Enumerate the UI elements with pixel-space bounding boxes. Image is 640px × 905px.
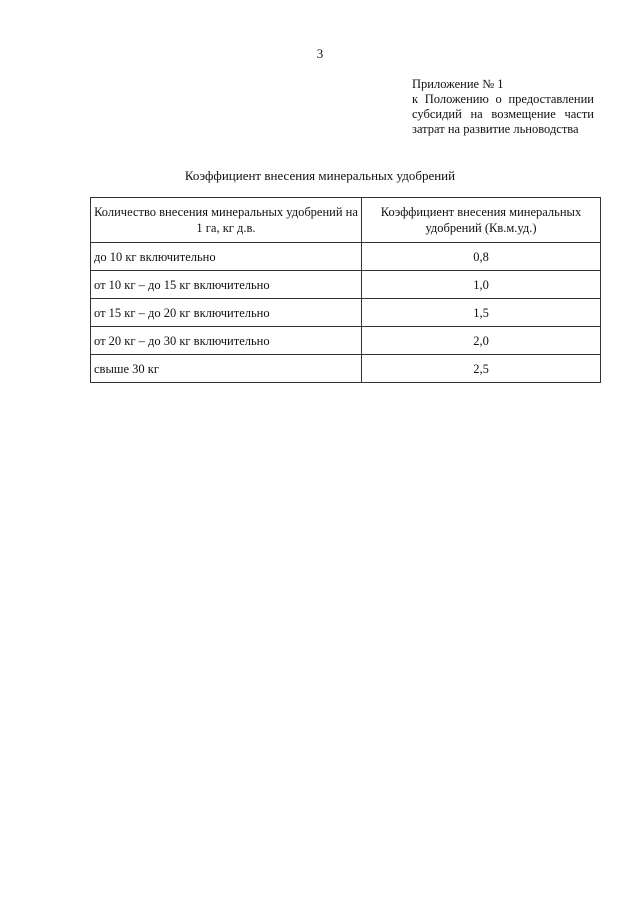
amount-cell: свыше 30 кг — [91, 355, 362, 383]
page-number: 3 — [316, 46, 324, 61]
table-row — [91, 299, 601, 327]
table-row — [91, 243, 601, 271]
amount-cell: от 10 кг – до 15 кг включительно — [91, 271, 362, 299]
appendix-reference-line: к Положению о предоставлении — [412, 92, 594, 106]
amount-cell: от 15 кг – до 20 кг включительно — [91, 299, 362, 327]
table-row — [91, 271, 601, 299]
coefficient-table — [90, 197, 601, 383]
amount-cell: от 20 кг – до 30 кг включительно — [91, 327, 362, 355]
appendix-reference-line: затрат на развитие льноводства — [412, 122, 579, 136]
table-row — [91, 327, 601, 355]
coefficient-cell: 1,0 — [362, 271, 601, 299]
coefficient-cell: 0,8 — [362, 243, 601, 271]
appendix-block — [412, 77, 594, 137]
coefficient-cell: 1,5 — [362, 299, 601, 327]
amount-cell: до 10 кг включительно — [91, 243, 362, 271]
appendix-reference-line: субсидий на возмещение части — [412, 107, 594, 121]
table-header-row — [91, 198, 601, 243]
table-row — [91, 355, 601, 383]
coefficient-cell: 2,5 — [362, 355, 601, 383]
header-amount: Количество внесения минеральных удобрений на 1 га, кг д.в. — [91, 198, 362, 243]
appendix-title: Приложение № 1 — [412, 77, 504, 91]
coefficient-cell: 2,0 — [362, 327, 601, 355]
header-coefficient: Коэффициент внесения минеральных удобрений (Кв.м.уд.) — [362, 198, 601, 243]
document-title: Коэффициент внесения минеральных удобрений — [184, 168, 456, 183]
